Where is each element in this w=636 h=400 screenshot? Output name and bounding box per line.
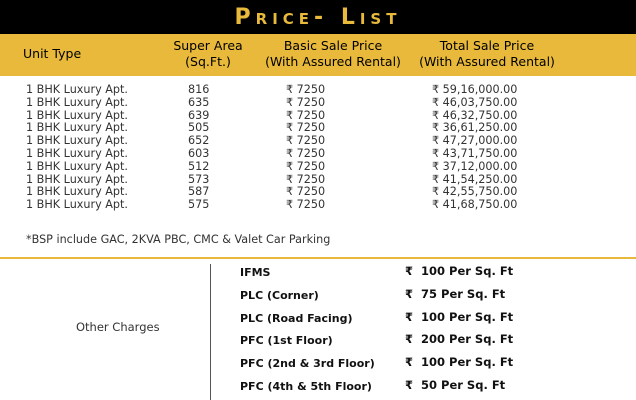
cell-basic: ₹ 7250 [286,146,326,160]
header-total-line2: (With Assured Rental) [419,54,555,69]
charge-name: PFC (2nd & 3rd Floor) [240,357,375,371]
cell-basic: ₹ 7250 [286,172,326,186]
cell-unit: 1 BHK Luxury Apt. [26,146,128,160]
table-row [0,97,636,110]
header-super-area [160,38,256,70]
charge-amount: 100 Per Sq. Ft [421,309,514,324]
cell-total: ₹ 59,16,000.00 [432,83,518,96]
cell-total: ₹ 36,61,250.00 [432,121,518,135]
charge-row [0,376,636,399]
table-row [0,84,636,97]
cell-basic: ₹ 7250 [286,95,326,109]
cell-area: 573 [188,172,210,186]
rupee-icon: ₹ [405,309,414,324]
charge-value [405,332,513,346]
header-super-area-line2: (Sq.Ft.) [185,54,231,69]
cell-total: ₹ 42,55,750.00 [432,185,518,199]
cell-total: ₹ 47,27,000.00 [432,134,518,148]
cell-unit: 1 BHK Luxury Apt. [26,95,128,109]
section-divider [0,257,636,259]
cell-total: ₹ 37,12,000.00 [432,159,518,173]
header-basic-price [258,38,408,70]
rupee-icon: ₹ [405,355,414,370]
rupee-icon: ₹ [405,264,414,278]
charge-name: PLC (Road Facing) [240,311,353,325]
cell-unit: 1 BHK Luxury Apt. [26,83,128,96]
cell-total: ₹ 46,32,750.00 [432,108,518,122]
table-row [0,161,636,174]
page-title: Price- List [234,4,402,30]
header-basic-line1: Basic Sale Price [283,38,383,53]
charge-value [405,355,513,369]
charge-amount: 100 Per Sq. Ft [421,355,514,370]
bsp-note: *BSP include GAC, 2KVA PBC, CMC & Valet Car Parking [26,233,331,246]
price-table-body [0,84,636,212]
cell-unit: 1 BHK Luxury Apt. [26,121,128,135]
charge-row [0,262,636,285]
cell-total: ₹ 41,54,250.00 [432,172,518,186]
cell-total: ₹ 41,68,750.00 [432,198,518,212]
cell-basic: ₹ 7250 [286,198,326,212]
cell-area: 505 [188,121,210,135]
charge-name: PFC (1st Floor) [240,334,333,348]
table-row [0,199,636,212]
charge-row [0,353,636,376]
charge-amount: 50 Per Sq. Ft [421,377,506,392]
charge-amount: 75 Per Sq. Ft [421,286,506,301]
cell-area: 512 [188,159,210,173]
cell-area: 575 [188,198,210,212]
charge-name: PLC (Corner) [240,288,319,302]
header-unit-type: Unit Type [23,46,82,61]
charge-value [405,287,505,301]
cell-unit: 1 BHK Luxury Apt. [26,185,128,199]
header-basic-line2: (With Assured Rental) [265,54,401,69]
cell-unit: 1 BHK Luxury Apt. [26,134,128,148]
cell-area: 652 [188,134,210,148]
cell-area: 635 [188,95,210,109]
cell-basic: ₹ 7250 [286,108,326,122]
rupee-icon: ₹ [405,286,414,301]
cell-area: 603 [188,146,210,160]
title-bar [0,0,636,34]
cell-basic: ₹ 7250 [286,121,326,135]
cell-unit: 1 BHK Luxury Apt. [26,172,128,186]
other-charges-label: Other Charges [76,320,160,334]
charge-value [405,378,505,392]
cell-basic: ₹ 7250 [286,83,326,96]
other-charges-list [0,262,636,399]
cell-area: 639 [188,108,210,122]
charge-amount: 200 Per Sq. Ft [421,332,514,347]
header-total-price [412,38,562,70]
header-total-line1: Total Sale Price [439,38,535,53]
charge-row [0,308,636,331]
charge-amount: 100 Per Sq. Ft [421,264,514,278]
table-header [0,34,636,76]
cell-unit: 1 BHK Luxury Apt. [26,108,128,122]
charge-row [0,330,636,353]
cell-unit: 1 BHK Luxury Apt. [26,198,128,212]
charge-value [405,310,513,324]
rupee-icon: ₹ [405,377,414,392]
charge-name: IFMS [240,266,271,279]
cell-area: 587 [188,185,210,199]
cell-area: 816 [188,83,210,96]
cell-basic: ₹ 7250 [286,159,326,173]
charge-value [405,264,513,278]
header-super-area-line1: Super Area [173,38,243,53]
table-row [0,148,636,161]
cell-basic: ₹ 7250 [286,134,326,148]
rupee-icon: ₹ [405,332,414,347]
cell-total: ₹ 43,71,750.00 [432,146,518,160]
charge-row [0,285,636,308]
cell-total: ₹ 46,03,750.00 [432,95,518,109]
cell-unit: 1 BHK Luxury Apt. [26,159,128,173]
charge-name: PFC (4th & 5th Floor) [240,379,372,393]
cell-basic: ₹ 7250 [286,185,326,199]
